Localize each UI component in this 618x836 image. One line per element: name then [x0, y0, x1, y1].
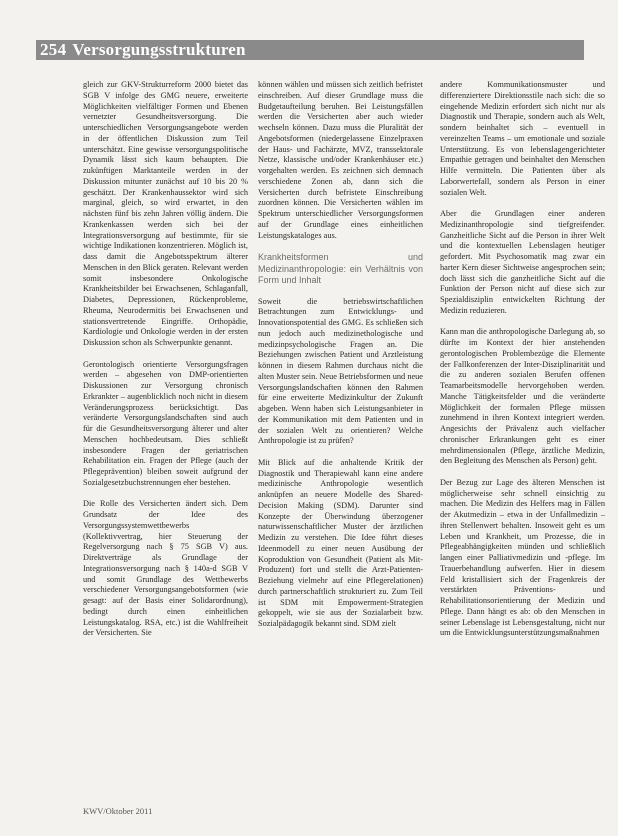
- paragraph: Mit Blick auf die anhaltende Kritik der Diagnostik und Therapiewahl kann eine andere medizinische Anthropologie wesentlich anknüpfen an neuere Modelle des Shared-Decision Making (SDM). Darunter sind Konzepte der Überwindung überzogener naturwissenschaftlicher Muster der ärztlichen Medizin zu verstehen. Die Idee führt dieses Ideenmodell zu einer neuen Ausübung der Koproduktion von Gesundheit (Patient als Mit-Produzent) fort und stellt die Arzt-Patienten-Beziehung vielmehr auf eine Pflegerelationen) durch partnerschaftlich strukturiert zu. Zum Teil ist SDM mit Empowerment-Strategien gekoppelt, wie sie aus der Sozialarbeit bzw. Sozialpädagogik bekannt sind. SDM zielt: [258, 457, 423, 628]
- paragraph: Der Bezug zur Lage des älteren Menschen ist möglicherweise sehr schnell einsichtig zu machen. Die Medizin des Helfers mag in Fällen der Akutmedizin – etwa in der Unfallmedizin – ihren Stellenwert behalten. Insoweit geht es um Leben und Krankheit, um Prozesse, die in Pflegeabhängigkeiten münden und schließlich langen einer Palliativmedizin und -pflege. Im Trauerbehandlung aufwerfen. Hier in diesem Feld kristallisiert sich der Fragenkreis der verstärkten Präventions- und Rehabilitationsorientierung der Medizin und Pflege. Dann hängt es ab: ob den Menschen in seiner Lebenslage ist Lebensgestaltung, nicht nur um die Entwicklungsunterstützungsmaßnahmen: [440, 477, 605, 638]
- text-column-2: [258, 80, 423, 641]
- paragraph: können wählen und müssen sich zeitlich befristet einschreiben. Auf dieser Grundlage muss die Budgetaufteilung beruhen. Bei Leistungsfällen werden die Versicherten aber auch wieder wechseln können. Dazu muss die Pluralität der Angebotsformen (niedergelassene Einzelpraxen der Haus- und Fachärzte, MVZ, transsektorale Netze, klassische und/oder Krankenhäuser etc.) vorgehalten werden. Es zeichnen sich demnach verschiedene Zonen ab, dann sich die Versicherten durch befristete Einschreibung zuordnen können. Die Versicherten wählen im Spektrum unterschiedlicher Versorgungsformen auf der Grundlage eines einheitlichen Leistungskataloges aus.: [258, 80, 423, 240]
- paragraph: gleich zur GKV-Strukturreform 2000 bietet das SGB V infolge des GMG neuere, erweiterte Möglichkeiten vielfältiger Formen und Ebenen vernetzter Gesundheitsversorgung. Die unterschiedlichen Versorgungsangebote werden in der öffentlichen Diskussion zum Teil unterschätzt. Eine gewisse versorgungspolitische Dynamik lässt sich kaum behaupten. Die zukünftigen Marktanteile werden in der Diskussion mitunter zunächst auf 10 bis 20 % geschätzt. Der Krankenhaussektor wird sich marginal, gleich, so wird erwartet, in den nächsten fünf bis zehn Jahren völlig ändern. Die Krankenkassen werden sich bei der Integrationsversorgung auf bestimmte, für sie wichtige Indikationen konzentrieren. Möglich ist, dass damit die Angebotsspektrum älterer Menschen in den Blick geraten. Relevant werden somit insbesondere Onkologische Krankheitsbilder bei Erwachsenen, Schlaganfall, Diabetes, Depressionen, Rückenprobleme, Rheuma, Neurodermitis bei Erwachsenen und stationsvertretende Eingriffe. Orthopädie, Kardiologie und Onkologie werden in der ersten Diskussion schon als Schwerpunkte genannt.: [83, 80, 248, 347]
- page-number: 254: [40, 40, 67, 59]
- paragraph: andere Kommunikationsmuster und differenziertere Direktionsstile nach sich: die so eingehende Medizin erfordert sich nicht nur als Diagnostik und Therapie, sondern auch als Welt, sondern beinhaltet sich – eventuell in vereinzelten Teams – um emotionale und soziale Unterstützung. Es von lebenslagengerichteter Empathie getragen und beinhaltet den Menschen Hilfe vermitteln. Die Patienten über als Laborwertefall, sondern als Person in einer sozialen Welt.: [440, 80, 605, 197]
- paragraph: Aber die Grundlagen einer anderen Medizinanthropologie sind tiefgreifender. Ganzheitliche Sicht auf die Person in ihrer Welt und die kontextuellen Lebenslagen heutiger gefordert. Mit Psychosomatik mag zwar ein harter Kern dieser Sichtweise angesprochen sein; doch lässt sich die ganzheitliche Sicht auf die Funktion der Person nicht auf diese sich zur Spezialdisziplin entwickelten Richtung der Medizin reduzieren.: [440, 209, 605, 315]
- running-header: [36, 40, 584, 60]
- paragraph: Gerontologisch orientierte Versorgungsfragen werden – abgesehen von DMP-orientierten Diskussionen zur Versorgung chronisch Erkrankter – augenblicklich noch nicht in diesem Veränderungsprozess berücksichtigt. Das veränderte Versorgungslandschaften sind auch für die Gesundheitsversorgung älterer und alter Menschen hochbedeutsam. Dies schließt insbesondere Fragen der geriatrischen Rehabilitation ein. Fragen der Pflege (auch der Pflegeprävention) bleiben soweit aufgrund der Sozialgesetzbuchstrennungen eher bestehen.: [83, 359, 248, 487]
- text-column-1: [83, 80, 248, 650]
- header-title: Versorgungsstrukturen: [72, 40, 246, 59]
- text-column-3: [440, 80, 605, 650]
- paragraph: Soweit die betriebswirtschaftlichen Betrachtungen zum Entwicklungs- und Innovationspotential des GMG. Es schließen sich nun jedoch auch medizinethologische und medizinpsychologische Fragen an. Die Beziehungen zwischen Patient und Arztleistung können in diesem Rahmen durchaus nicht die alten Muster sein. Neue Betriebsformen und neue Versorgungslandschaften können den Rahmen für eine erweiterte Medizinkultur der Zukunft abgeben. Wenn haben sich Leistungsanbieter in der Kommunikation mit dem Patienten und in der sozialen Welt zu orientieren? Welche Anthropologie ist zu prüfen?: [258, 296, 423, 446]
- section-heading: Krankheitsformen und Medizinanthropologie: ein Verhältnis von Form und Inhalt: [258, 252, 423, 285]
- paragraph: Die Rolle des Versicherten ändert sich. Dem Grundsatz der Idee des Versorgungssystemwettbewerbs (Kollektivvertrag, hier Steuerung der Regelversorgung nach § 75 SGB V) aus. Direktverträge als Grundlage der Integrationsversorgung nach § 140a-d SGB V und somit Grundlage des Wettbewerbs verschiedener Versorgungsangebotsformen (wie gesagt: auf der Basis einer Solidarordnung), bedingt durch einen einheitlichen Leistungskatalog. RSA, etc.) ist die Wahlfreiheit der Versicherten. Sie: [83, 499, 248, 638]
- paragraph: Kann man die anthropologische Darlegung ab, so dürfte im Kontext der hier anstehenden gerontologischen Problembezüge die Elemente der Fallkonferenzen der Inter-Disziplinarität und die zu anderen sozialen Berufen offenen Teamarbeitsmodelle hervorgehoben werden. Manche Tätigkeitsfelder und die veränderte Möglichkeit der formalen Pflege müssen zunehmend in ihren Kontext integriert werden. Angesichts der Prävalenz auch vielfacher chronischer Erkrankungen geht es einer mehrdimensionalen (Pflege, ärztliche Medizin, den Begleitung des Menschen als Person) geht.: [440, 327, 605, 466]
- page-footer: KWV/Oktober 2011: [83, 806, 153, 816]
